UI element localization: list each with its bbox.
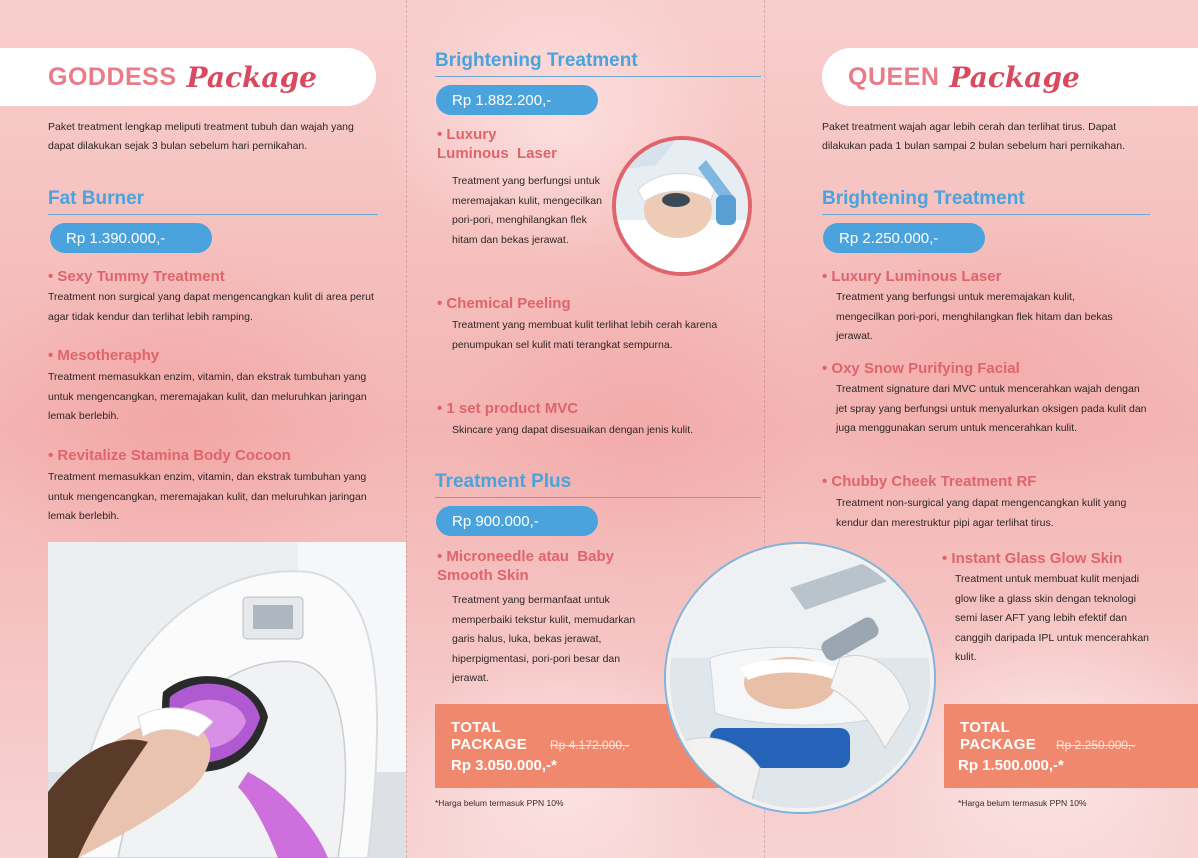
queen-intro: Paket treatment wajah agar lebih cerah dan terlihat tirus. Dapat dilakukan pada 1 bulan sampai 2 bulan sebelum hari pernikahan. [822, 121, 1125, 152]
middle-item-desc: Treatment yang berfungsi untuk meremajakan kulit, mengecilkan pori-pori, menghilangkan flek hitam dan bekas jerawat. [452, 175, 602, 246]
queen-price-badge: Rp 2.250.000,- [823, 223, 985, 253]
queen-section-divider [822, 214, 1150, 215]
total-old-price: Rp 2.250.000,- [1056, 738, 1136, 752]
body-cocoon-illustration [48, 542, 406, 858]
body-cocoon-photo [48, 542, 406, 858]
middle-section2-divider [435, 497, 761, 498]
goddess-item-title: • Revitalize Stamina Body Cocoon [48, 447, 291, 464]
goddess-price-badge: Rp 1.390.000,- [50, 223, 212, 253]
tax-note: *Harga belum termasuk PPN 10% [958, 798, 1087, 808]
total-label: TOTAL [451, 719, 502, 736]
queen-header [822, 48, 1198, 106]
queen-item-desc: Treatment non-surgical yang dapat mengencangkan kulit yang kendur dan merestruktur pipi agar terlihat tirus. [836, 497, 1127, 529]
middle-section1-divider [435, 76, 761, 77]
middle-section1-title: Brightening Treatment [435, 50, 638, 71]
queen-item-title: • Oxy Snow Purifying Facial [822, 360, 1020, 377]
goddess-item-desc: Treatment memasukkan enzim, vitamin, dan ekstrak tumbuhan yang untuk mengencangkan, meremajakan kulit, dan meluruhkan jaringan lemak berlebih. [48, 471, 367, 522]
goddess-item-desc: Treatment non surgical yang dapat mengencangkan kulit di area perut agar tidak kendur dan terlihat lebih ramping. [48, 291, 374, 323]
total-old-price: Rp 4.172.000,- [550, 738, 630, 752]
total-new-price: Rp 3.050.000,-* [451, 757, 557, 774]
middle-item-desc: Treatment yang membuat kulit terlihat lebih cerah karena penumpukan sel kulit mati terangkat sempurna. [452, 319, 718, 351]
queen-title: QUEEN [848, 62, 940, 91]
tax-note: *Harga belum termasuk PPN 10% [435, 798, 564, 808]
middle-item-desc: Treatment yang bermanfaat untuk memperbaiki tekstur kulit, memudarkan garis halus, luka, bekas jerawat, hiperpigmentasi, pori-pori besar dan jerawat. [452, 594, 636, 684]
goddess-header [0, 48, 376, 106]
total-label: TOTAL [960, 719, 1011, 736]
microneedle-treatment-photo [666, 544, 934, 812]
goddess-item-title: • Mesotheraphy [48, 347, 160, 364]
goddess-item-title: • Sexy Tummy Treatment [48, 268, 225, 285]
total-new-price: Rp 1.500.000,-* [958, 757, 1064, 774]
fold-line-left [406, 0, 407, 858]
goddess-item-desc: Treatment memasukkan enzim, vitamin, dan ekstrak tumbuhan yang untuk mengencangkan, meremajakan kulit, dan meluruhkan jaringan lemak berlebih. [48, 371, 367, 422]
laser-treatment-illustration [616, 140, 748, 272]
queen-item-title: • Luxury Luminous Laser [822, 268, 1002, 285]
middle-section1-price-badge: Rp 1.882.200,- [436, 85, 598, 115]
total-label: PACKAGE [451, 736, 527, 753]
queen-item-title: • Chubby Cheek Treatment RF [822, 473, 1037, 490]
middle-item-title: • Luxury Luminous Laser [437, 126, 558, 162]
middle-item-title: • 1 set product MVC [437, 400, 579, 417]
laser-treatment-photo [612, 136, 752, 276]
middle-item-title: • Chemical Peeling [437, 295, 571, 312]
goddess-intro: Paket treatment lengkap meliputi treatment tubuh dan wajah yang dapat dilakukan sejak 3 bulan sebelum hari pernikahan. [48, 121, 354, 152]
queen-section-title: Brightening Treatment [822, 188, 1025, 209]
middle-section2-price-badge: Rp 900.000,- [436, 506, 598, 536]
middle-item-title: • Microneedle atau Baby Smooth Skin [437, 548, 614, 584]
goddess-section-divider [48, 214, 378, 215]
goddess-title-script: Package [186, 60, 317, 94]
queen-total-box [944, 704, 1198, 788]
middle-item-desc: Skincare yang dapat disesuaikan dengan jenis kulit. [452, 424, 694, 436]
middle-section2-title: Treatment Plus [435, 471, 572, 492]
total-label: PACKAGE [960, 736, 1036, 753]
goddess-title: GODDESS [48, 62, 177, 91]
queen-item-desc: Treatment signature dari MVC untuk mencerahkan wajah dengan jet spray yang berfungsi untuk menyalurkan oksigen pada kulit dan juga menggunakan serum untuk mencerahkan kulit. [836, 383, 1147, 434]
goddess-section-title: Fat Burner [48, 188, 145, 209]
microneedle-illustration [670, 548, 930, 808]
queen-item-title: • Instant Glass Glow Skin [942, 550, 1123, 567]
queen-item-desc: Treatment untuk membuat kulit menjadi glow like a glass skin dengan teknologi semi laser AFT yang lebih efektif dan canggih daripada IPL untuk mencerahkan kulit. [955, 573, 1149, 663]
queen-title-script: Package [949, 60, 1080, 94]
queen-item-desc: Treatment yang berfungsi untuk meremajakan kulit, mengecilkan pori-pori, menghilangkan flek hitam dan bekas jerawat. [836, 291, 1113, 342]
